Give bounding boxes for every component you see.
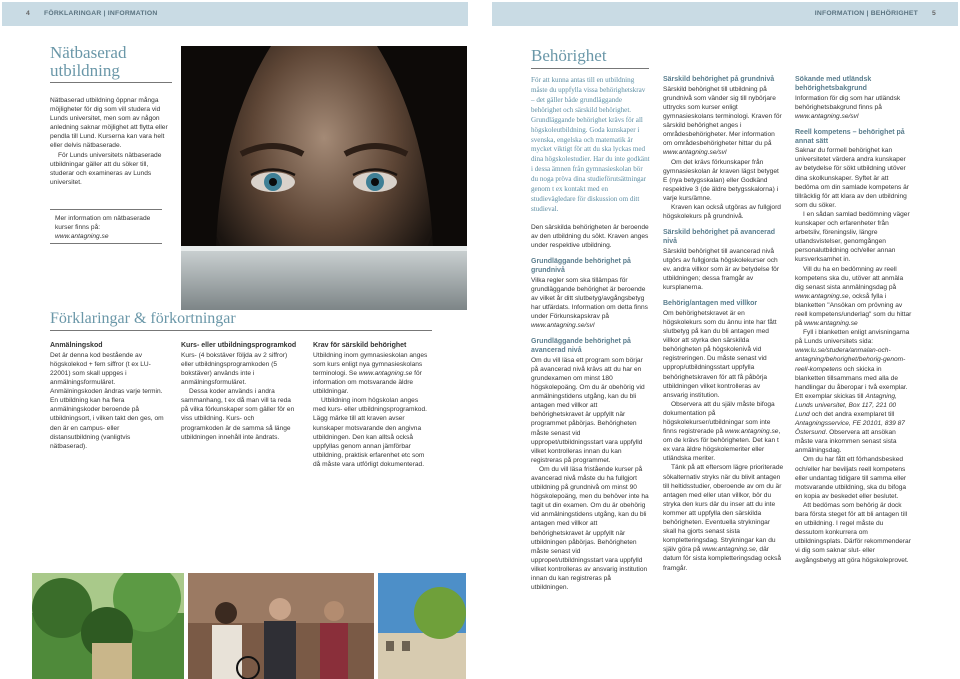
su-heading: Sökande med utländsk behörighetsbakgrund <box>795 76 872 92</box>
right-page-number: 5 <box>932 10 936 18</box>
nat-paragraph-2: För Lunds universitets nätbaserade utbildningar gäller att du söker till, studerar och examineras av Lunds universitet. <box>50 151 162 186</box>
nat-paragraph-1: Nätbaserad utbildning öppnar många möjligheter för dig som vill studera vid Lunds universitet, men som av någon anledning saknar möjlighet att flytta eller pendla till Lund. Kurserna kan vara helt eller delvis nätbaserade. <box>50 97 168 150</box>
nat-heading <box>50 44 180 80</box>
sg-text-3: Kraven kan också utgöras av fullgjord högskolekurs på grundnivå. <box>663 203 781 221</box>
right-col-3 <box>795 76 912 565</box>
sg-heading: Särskild behörighet på grundnivå <box>663 76 775 83</box>
info-rule-top <box>50 209 162 210</box>
rk-link-3[interactable]: www.lu.se/studera/anmalan-och-antagning/behorighet/behorig-genom-reell-kompetens <box>795 347 906 373</box>
bv-text-1: Om behörighetskravet är en högskolekurs som du ännu inte har fått slutbetyg på kan du bli antagen med villkor att styrka den särskilda behörigheten på högskolenivå vid registreringen. Du måste senast vid upprop/utbildningsstart uppfylla behörighetskraven för att få påbörja utbildningen vilket kontrolleras av ansvarig institution. <box>663 309 777 399</box>
sg-link[interactable]: www.antagning.se/svl <box>663 149 727 157</box>
krav-text-1: Utbildning inom gymnasieskolan anges som kurs enligt nya gymnasieskolans terminologi. Se www.antagning.se för information om motsvarande äldre utbildningar. <box>313 351 428 396</box>
rk-text-2: I en sådan samlad bedömning väger kunskaper och erfarenheter från arbetsliv, föreningsliv, längre utlandsvistelser, genomgången personalutbildning och/eller annan kursverksamhet in. <box>795 210 910 264</box>
right-page-header <box>492 2 958 26</box>
nat-heading-line-2: utbildning <box>50 60 120 80</box>
garden-image <box>32 573 184 679</box>
ga-text-1: Om du vill läsa ett program som börjar på avancerad nivå krävs att du har en grundexamen om minst 180 högskolepoäng. Om du är obehörig vid anmälningstidens utgång, kan du bli antagen med villkor att behörighetskravet är uppfyllt när programmet påbörjas. Behörigheten måste senast vid uppropet/utbildningsstart vara uppfylld vilket kontrolleras innan du kan registreras på programmet. <box>531 356 645 464</box>
gb-link[interactable]: www.antagning.se/svl <box>531 322 595 330</box>
fork-heading: Förklaringar & förkortningar <box>50 310 236 327</box>
kurskod-text-2: Dessa koder används i andra sammanhang, t ex då man vill ta reda på vilka förkunskaper som gäller för en viss utbildning. Kurs- och programkoden är de samma så länge utbildningen innehåll inte ändrats. <box>181 388 295 441</box>
rk-address-1: Antagning, Lunds universitet, Box 117, 221 00 Lund <box>795 392 897 418</box>
nat-heading-line-1: Nätbaserad <box>50 43 127 62</box>
rk-link-2[interactable]: www.antagning.se <box>804 320 858 328</box>
ga-heading: Grundläggande behörighet på avancerad nivå <box>531 338 631 354</box>
sa-heading: Särskild behörighet på avancerad nivå <box>663 229 776 245</box>
su-text: Information för dig som har utländsk behörighetsbakgrund finns på www.antagning.se/svl <box>795 94 901 120</box>
left-page-number: 4 <box>26 10 30 18</box>
building-image <box>378 573 466 679</box>
info-link[interactable]: www.antagning.se <box>55 233 109 241</box>
rk-link[interactable]: www.antagning.se <box>795 292 849 300</box>
bv-heading: Behörig/antagen med villkor <box>663 300 758 308</box>
su-link[interactable]: www.antagning.se/svl <box>795 112 859 120</box>
nat-heading-rule <box>50 82 172 83</box>
sa-text: Särskild behörighet till avancerad nivå utgörs av fullgjorda högskolekurser och ev. andra villkor som är av betydelse för utbildningen; dessa framgår av kursplanerna. <box>663 247 780 292</box>
fork-rule <box>50 330 432 331</box>
right-title-rule <box>531 68 649 69</box>
gb-text: Vilka regler som ska tillämpas för grundläggande behörighet är beroende av vilket år ditt slutbetyg/avgångsbetyg har utfärdats. Information om detta finns under Förkunskapskrav på www.antagning.se/svl <box>531 276 648 330</box>
ga-text-2: Om du vill läsa fristående kurser på avancerad nivå måste du ha fullgjort utbildning på grundnivå om minst 90 högskolepoäng, men du behöver inte ha tagit ut din examen. Om du är obehörig vid anmälningstidens utgång, kan du bli antagen med villkor att behörighetskravet är uppfyllt när utbildningen påbörjas. Behörigheten måste senast vid uppropet/utbildningsstart vara uppfylld vilket kontrolleras av ansvarig institution innan du kan registreras på utbildningen. <box>531 465 649 592</box>
portrait-photo <box>181 46 467 310</box>
bv-link-2[interactable]: www.antagning.se <box>702 546 756 554</box>
photo-students <box>188 573 374 679</box>
explain-col-1 <box>50 342 166 451</box>
explain-col-2 <box>181 342 297 442</box>
right-header-title: INFORMATION | BEHÖRIGHET <box>814 10 919 18</box>
rk-address-2: Antagningsservice, FE 20101, 839 87 Östersund <box>795 420 905 437</box>
krav-heading: Krav för särskild behörighet <box>313 342 407 349</box>
bv-link[interactable]: www.antagning.se <box>724 428 779 436</box>
right-col-2 <box>663 76 784 573</box>
bv-text-2: Observera att du själv måste bifoga dokumentation på högskolekurser/utbildningar som inte finns registrerade på www.antagning.se, om de krävs för behörigheten. Det kan t ex vara äldre högskolemeriter eller utländska meriter. <box>663 400 781 463</box>
photo-building <box>378 573 466 679</box>
kurskod-heading: Kurs- eller utbildningsprogramkod <box>181 342 297 349</box>
krav-text-2: Utbildning inom högskolan anges med kurs- eller utbildningsprogramkod. Lägg märke till att kraven avser kunskaper motsvarande den angivna utbildningen. Den kan alltså också uppfyllas genom annan jämförbar utbildning, praktisk erfarenhet etc som då måste vara utförligt dokumenterad. <box>313 397 427 468</box>
students-image <box>188 573 374 679</box>
info-box <box>55 214 165 241</box>
sg-text-1: Särskild behörighet till utbildning på grundnivå som vänder sig till nybörjare uttrycks som kurser enligt gymnasieskolans terminologi. Kraven för särskild behörighet anges i områdesbehörigheter. Mer information om områdesbehörigheter hittar du på www.antagning.se/svl <box>663 85 782 157</box>
rk-text-6: Att bedömas som behörig är dock bara första steget för att bli antagen till en utbildning. I regel måste du dessutom konkurrera om utbildningsplats. Därför rekommenderar vi dig som saknar slut- eller avgångsbetyg att göra högskoleprovet. <box>795 501 911 564</box>
bv-text-3: Tänk på att eftersom lägre prioriterade sökalternativ stryks när du blivit antagen till heltidsstudier, oberoende av om du är antagen med eller utan villkor, bör du stryka den kurs där du inser att du inte kommer att uppfylla den särskilda behörigheten. Eventuella strykningar skall ha gjorts senast sista kompletteringsdag. Strykningar kan du själv göra på www.antagning.se, där datum för sista kompletteringsdag också framgår. <box>663 464 784 572</box>
krav-link[interactable]: www.antagning.se <box>358 369 413 377</box>
rk-text-4: Fyll i blanketten enligt anvisningarna på Lunds universitets sida: www.lu.se/studera/anmalan-och-antagning/behorighet/behorig-genom-reell-kompetens och skicka in blanketten tillsammans med alla de handlingar du åberopar i två exemplar. Ett exemplar skickas till Antagning, Lunds universitet, Box 117, 221 00 Lund och det andra exemplaret till Antagningsservice, FE 20101, 839 87 Östersund. Observera att ansökan måste vara inkommen senast sista anmälningsdag. <box>795 329 910 455</box>
rk-text-1: Saknar du formell behörighet kan universitetet värdera andra kunskaper av betydelse för sökt utbildning utöver dina skolkunskaper. Syftet är att bedöma om din samlade kompetens är tillräcklig för att klara av den utbildning som du söker. <box>795 147 909 209</box>
right-page-title: Behörighet <box>531 46 607 65</box>
intro-highlight: För att kunna antas till en utbildning måste du uppfylla vissa behörighetskrav – det gäller både grundläggande behörighet och särskild behörighet. Grundläggande behörighet krävs för all högskoleutbildning. Goda kunskaper i svenska, engelska och matematik är mycket viktigt för att du ska lyckas med dina högskolestudier. Har du inte godkänt i dessa ämnen från gymnasieskolan bör du noga pröva dina studieförutsättningar genom t ex kontakt med en studievägledare för diskussion om ditt studieval. <box>531 76 650 213</box>
anmalningskod-text: Det är denna kod bestående av högskolekod + fem siffror (t ex LU-22001) som skall uppges i anmälningsformuläret. Anmälningskoden ändras varje termin. En utbildning kan ha flera anmälningskoder beroende på utbildningsort, i vilken takt den ges, om den är en campus- eller distansutbildning (vanligtvis nätbaserad). <box>50 351 164 450</box>
anmalningskod-heading: Anmälningskod <box>50 342 103 349</box>
sg-text-2: Om det krävs förkunskaper från gymnasieskolan är kraven lägst betyget E (nya betygsskalan) eller Godkänd respektive 3 (de äldre betygsskalorna) i varje kurs/ämne. <box>663 158 779 202</box>
intro-paragraph: Den särskilda behörigheten är beroende av den utbildning du sökt. Kraven anges under respektive utbildning. <box>531 223 649 250</box>
explain-col-3 <box>313 342 431 469</box>
rk-text-5: Om du har fått ett förhandsbesked och/eller har beviljats reell kompetens eller undantag tidigare till samma eller motsvarande utbildning, ska du bifoga en kopia av beskedet eller beslutet. <box>795 456 907 500</box>
left-page-header <box>2 2 468 26</box>
kurskod-text-1: Kurs- (4 bokstäver följda av 2 siffror) eller utbildningsprogramkoden (5 bokstäver) används inte i anmälningsformuläret. <box>181 351 288 387</box>
rk-text-3: Vill du ha en bedömning av reell kompetens ska du, utöver att anmäla dig senast sista anmälningsdag på www.antagning.se, också fylla i blanketten "Ansökan om prövning av reell kompetens/underlag" som du hittar på www.antagning.se <box>795 265 912 328</box>
gb-heading: Grundläggande behörighet på grundnivå <box>531 258 631 274</box>
nat-body <box>50 96 170 187</box>
right-col-1 <box>531 76 650 592</box>
info-rule-bottom <box>50 243 162 244</box>
rk-heading: Reell kompetens – behörighet på annat sätt <box>795 128 905 145</box>
portrait-image <box>181 46 467 310</box>
photo-garden <box>32 573 184 679</box>
info-text: Mer information om nätbaserade kurser finns på: <box>55 215 151 232</box>
left-header-title: FÖRKLARINGAR | INFORMATION <box>43 10 158 18</box>
